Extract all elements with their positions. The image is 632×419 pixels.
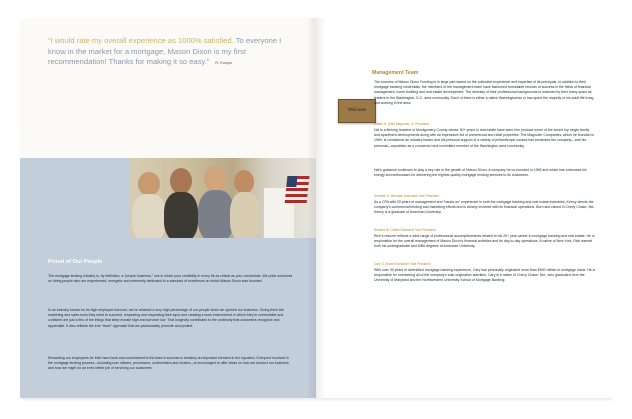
bio-text: With over 30 years of diversified mortgage banking experience, Cary has personally originated more than $500 million in mortgage loans. He is responsible for overseeing all of the company’s loan origination activities. Cary is a native of Chevy Chase, Md., who graduated from the University of Maryland and the Northwestern University School of Mortgage Banking.	[374, 268, 596, 283]
person-1	[138, 172, 160, 196]
left-page	[20, 18, 316, 398]
person-3	[204, 166, 226, 192]
bio-text: As a CPA with 20 years of management and “hands on” experience in both the mortgage banking and real estate industries, Kenny directs the company’s commercial lending and marketing efforts and is closely involved with its financial operations. Born and raised in Chevy Chase, Md., Kenny is a graduate of American University.	[374, 200, 596, 215]
bio-name: Walter H. (Hal) Magruder, Jr. President	[374, 122, 429, 126]
testimonial-quote	[48, 36, 298, 69]
quote-attribution: R. Kooper	[215, 61, 233, 65]
welcome-mat-text: Welcome	[347, 107, 367, 113]
quote-text: To everyone I know in the market for a mortgage, Mason Dixon is my first recommendation! Thanks for making it so easy.”	[48, 36, 282, 66]
people-paragraph-3: Rewarding our employees for their hard work and commitment to the team’s success is certainly an important element in the equation. Everyone involved in the mortgage lending process—including loan officers, processors, underwriters and closers—is encouraged to offer ideas on how we conduct our business and how we might do an even better job of servicing our customers.	[48, 356, 289, 371]
bio-name: Cary S. Brown Executive Vice President	[374, 262, 431, 266]
management-intro: The success of Mason Dixon Funding is in large part based on the collective experience and expertise of its principals. In addition to their mortgage banking credentials, the members of the management team have fashioned formidable records of success in the fields of financial management, home building and real estate development. The diversity of their professional backgrounds is matched by their many years as leaders in the Washington, D.C. area community. Each of them is either a native Washingtonian or has spent the majority of his adult life living and working in the area.	[374, 80, 594, 105]
person-4	[234, 170, 254, 194]
people-photo	[130, 158, 316, 238]
bio-name: Richard W. Oakes Executive Vice President	[374, 228, 436, 232]
people-paragraph-2: In an industry known for its high employee turnover, we’ve retained a very high percentage of our people since we opened our business. Giving them the marketing and sales tools they need to succeed, respecting and respecting their input and creating a work environment in which they’re comfortable and confident are just a few of the things that keep morale high and turnover low. That longevity contributes to the continuity that customers recognize and appreciate. It also reflects the true “team” approach that we passionately promote and protect.	[48, 308, 285, 328]
bio-text: Rich’s resume reflects a wide range of professional accomplishments related to his 20+ year career in mortgage banking and real estate. He is responsible for the overall management of Mason Dixon’s financial activities and its day-to-day operations. A native of New York, Rich earned both his undergraduate and MBA degrees at American University.	[374, 234, 595, 249]
person-2	[170, 168, 192, 194]
person-2-body	[164, 192, 198, 238]
bio-name: Kenneth G. Brennan Executive Vice President	[374, 194, 440, 198]
quote-highlight: I would rate my overall experience as 1000% satisfied.	[50, 36, 234, 45]
brochure-spread	[20, 18, 612, 398]
bio-text-continued: Hal’s guidance continues to play a key role in the growth of Mason Dixon, a company he co-founded in 1996 and which has embraced his energy and enthusiasm for delivering the highest quality mortgage lending services to its customers.	[374, 168, 587, 178]
person-1-body	[132, 194, 166, 238]
person-3-body	[198, 190, 234, 238]
bio-text: Hal is a lifelong resident of Montgomery County whose 30+ years in real estate have seen him produce some of the area’s top single family and apartment developments along with an impressive list of commercial and retail properties. The Magruder Companies, which he founded in 1969, is considered an industry leader and his personal support of a variety of philanthropic causes has cemented the company—and his personal—reputation as a concerned and committed member of the Washington area community.	[374, 128, 595, 148]
welcome-mat	[338, 99, 376, 123]
section-heading-management: Management Team	[372, 70, 419, 76]
person-4-body	[230, 192, 260, 238]
people-paragraph-1: The mortgage lending industry is, by definition, a “people business,” one in which your credibility in every bit as critical as your credentials. We pride ourselves on hiring people who are experienced, energetic and extremely dedicated to a standard of excellence on which Mason Dixon was founded.	[48, 274, 293, 284]
flag-canton	[286, 176, 297, 187]
quote-mark: “	[48, 36, 51, 45]
spine-gutter	[306, 18, 326, 398]
right-page	[316, 18, 612, 398]
section-heading-people: Proud of Our People	[48, 259, 103, 265]
